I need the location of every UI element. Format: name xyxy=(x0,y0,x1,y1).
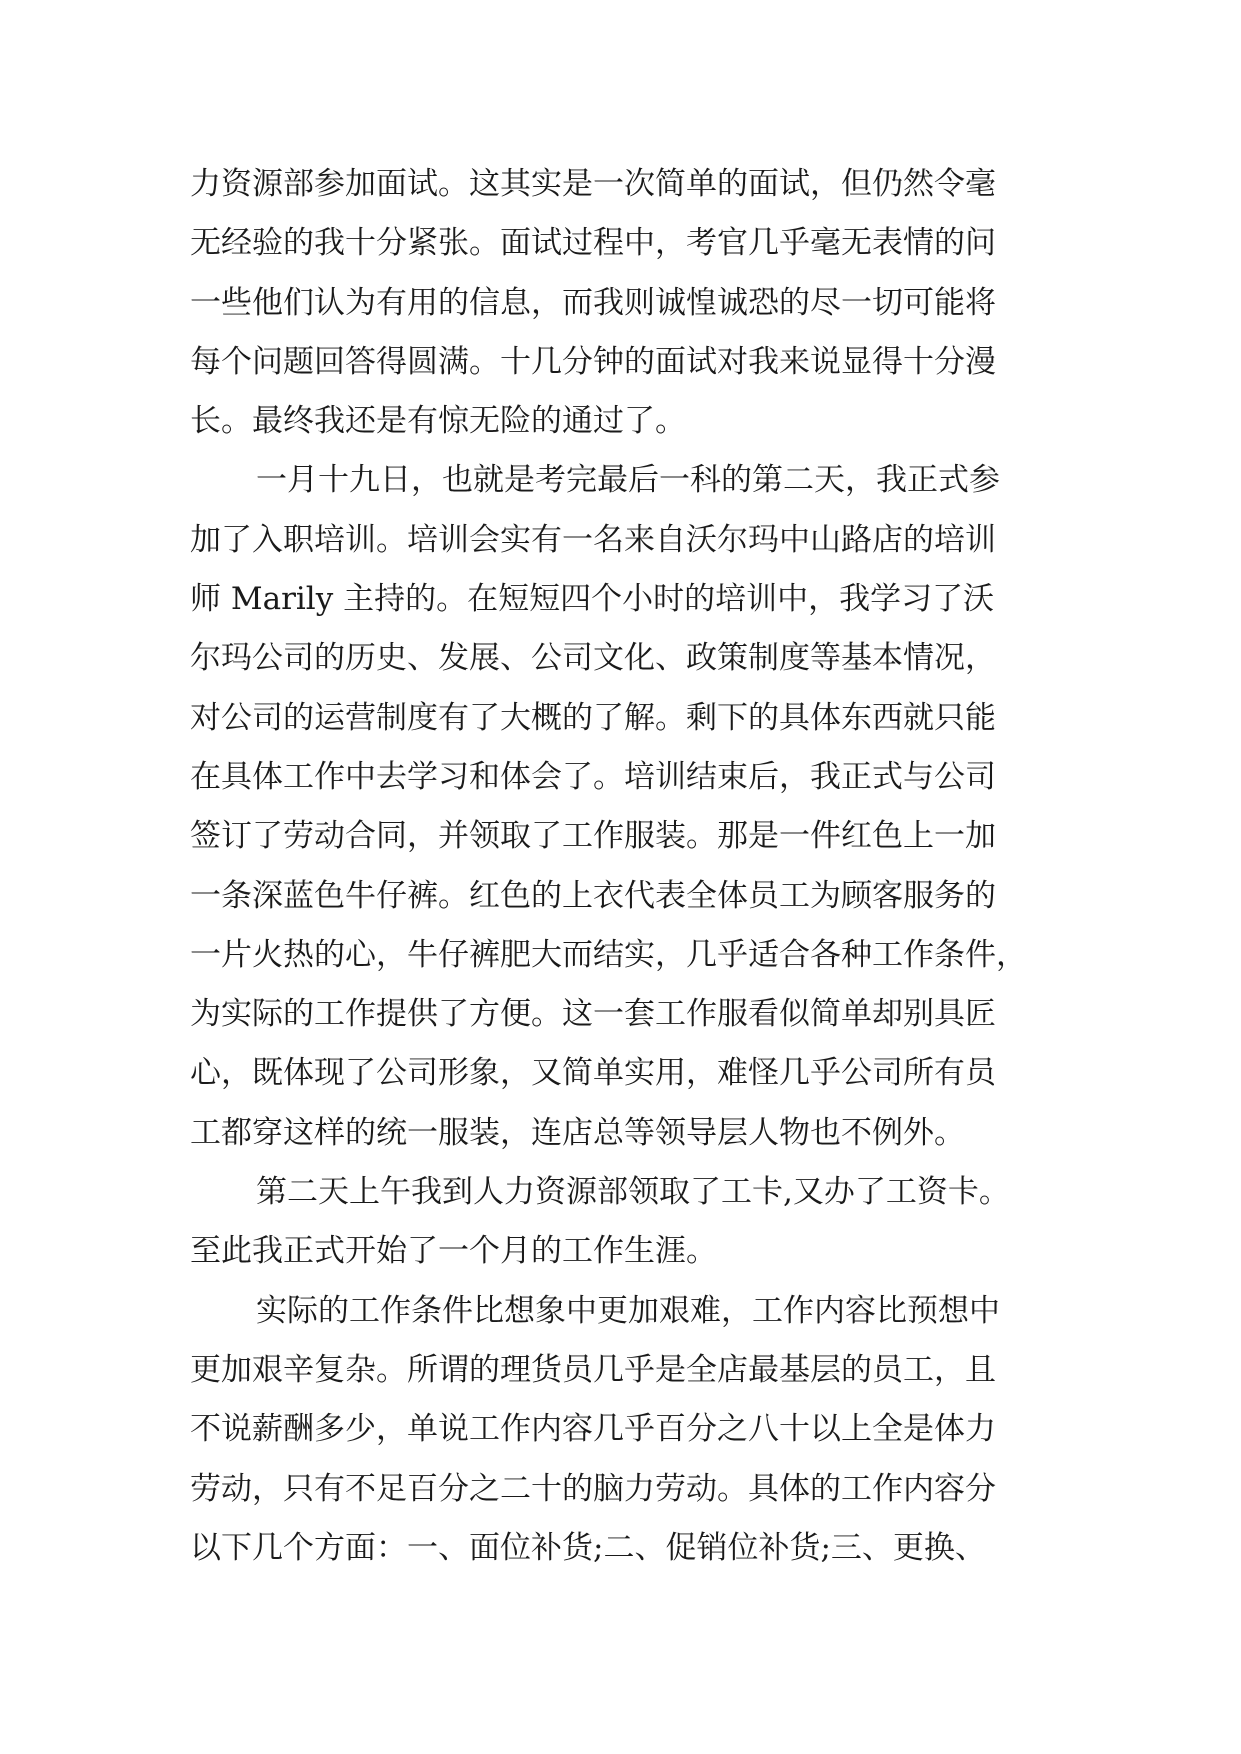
text-line: 工都穿这样的统一服装，连店总等领导层人物也不例外。 xyxy=(190,1114,965,1151)
text-line: 至此我正式开始了一个月的工作生涯。 xyxy=(190,1233,717,1270)
text-line: 一片火热的心，牛仔裤肥大而结实，几乎适合各种工作条件， xyxy=(190,936,1027,973)
text-line: 实际的工作条件比想象中更加艰难，工作内容比预想中 xyxy=(256,1292,1000,1329)
text-line: 加了入职培训。培训会实有一名来自沃尔玛中山路店的培训 xyxy=(190,521,996,558)
text-line: 一些他们认为有用的信息，而我则诚惶诚恐的尽一切可能将 xyxy=(190,284,996,321)
text-line: 长。最终我还是有惊无险的通过了。 xyxy=(190,403,686,440)
text-line: 对公司的运营制度有了大概的了解。剩下的具体东西就只能 xyxy=(190,699,996,736)
text-line: 不说薪酬多少，单说工作内容几乎百分之八十以上全是体力 xyxy=(190,1411,996,1448)
text-line: 以下几个方面：一、面位补货;二、促销位补货;三、更换、 xyxy=(190,1529,986,1566)
text-line: 每个问题回答得圆满。十几分钟的面试对我来说显得十分漫 xyxy=(190,343,996,380)
text-line: 第二天上午我到人力资源部领取了工卡,又办了工资卡。 xyxy=(256,1174,1010,1211)
text-line: 无经验的我十分紧张。面试过程中，考官几乎毫无表情的问 xyxy=(190,225,996,262)
text-line: 签订了劳动合同，并领取了工作服装。那是一件红色上一加 xyxy=(190,818,996,855)
text-line: 心，既体现了公司形象，又简单实用，难怪几乎公司所有员 xyxy=(190,1055,996,1092)
text-line: 更加艰辛复杂。所谓的理货员几乎是全店最基层的员工，且 xyxy=(190,1351,996,1388)
text-line: 劳动，只有不足百分之二十的脑力劳动。具体的工作内容分 xyxy=(190,1470,996,1507)
text-line: 师 Marily 主持的。在短短四个小时的培训中，我学习了沃 xyxy=(190,581,995,618)
text-line: 一条深蓝色牛仔裤。红色的上衣代表全体员工为顾客服务的 xyxy=(190,877,996,914)
text-line: 一月十九日，也就是考完最后一科的第二天，我正式参 xyxy=(256,462,1000,499)
text-line: 在具体工作中去学习和体会了。培训结束后，我正式与公司 xyxy=(190,758,996,795)
body-text xyxy=(190,155,1070,1578)
text-line: 力资源部参加面试。这其实是一次简单的面试，但仍然令毫 xyxy=(190,166,996,202)
text-line: 为实际的工作提供了方便。这一套工作服看似简单却别具匠 xyxy=(190,996,996,1033)
text-line: 尔玛公司的历史、发展、公司文化、政策制度等基本情况， xyxy=(190,640,996,677)
